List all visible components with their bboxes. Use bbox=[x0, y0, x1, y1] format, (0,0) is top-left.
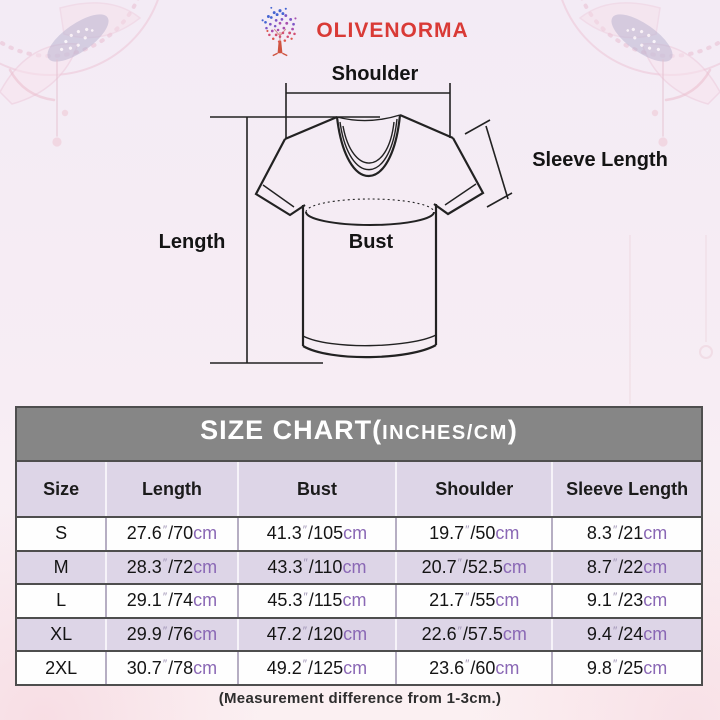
bust-value-cell: 47.2 ″ / 120 cm bbox=[239, 619, 398, 651]
shoulder-value-cell: 20.7 ″ / 52.5 cm bbox=[397, 552, 553, 584]
brand-name: OLIVENORMA bbox=[316, 19, 469, 42]
brand-header bbox=[0, 2, 720, 60]
column-header-length: Length bbox=[107, 462, 238, 516]
column-header-shoulder: Shoulder bbox=[397, 462, 553, 516]
size-chart-table bbox=[15, 406, 703, 686]
size-cell: XL bbox=[17, 619, 107, 651]
shoulder-value-cell: 23.6 ″ / 60 cm bbox=[397, 652, 553, 684]
table-row bbox=[17, 619, 701, 653]
column-header-bust: Bust bbox=[239, 462, 398, 516]
length-value-cell: 27.6 ″ / 70 cm bbox=[107, 518, 238, 550]
sleeve-length-value-cell: 8.3 ″ / 21 cm bbox=[586, 522, 668, 544]
length-value-cell: 28.3 ″ / 72 cm bbox=[107, 552, 238, 584]
table-header-row bbox=[17, 462, 701, 518]
title-main: SIZE CHART( bbox=[200, 415, 383, 445]
title-units: INCHES/CM bbox=[382, 422, 508, 444]
size-cell: 2XL bbox=[17, 652, 107, 684]
shoulder-value-cell: 19.7 ″ / 50 cm bbox=[397, 518, 553, 550]
sleeve-length-value-cell: 9.1 ″ / 23 cm bbox=[586, 589, 668, 611]
length-value-cell: 30.7 ″ / 78 cm bbox=[107, 652, 238, 684]
length-value-cell: 29.9 ″ / 76 cm bbox=[107, 619, 238, 651]
size-cell: L bbox=[17, 585, 107, 617]
table-row bbox=[17, 518, 701, 552]
title-close: ) bbox=[507, 415, 518, 445]
bust-value-cell: 43.3 ″ / 110 cm bbox=[239, 552, 398, 584]
bust-value-cell: 45.3 ″ / 115 cm bbox=[239, 585, 398, 617]
sleeve-length-value-cell: 9.8 ″ / 25 cm bbox=[586, 657, 668, 678]
shoulder-value-cell: 21.7 ″ / 55 cm bbox=[397, 585, 553, 617]
sleeve-length-label: Sleeve Length bbox=[532, 149, 668, 171]
bust-value-cell: 41.3 ″ / 105 cm bbox=[239, 518, 398, 550]
size-rows bbox=[17, 518, 701, 684]
size-cell: M bbox=[17, 552, 107, 584]
table-row bbox=[17, 652, 701, 684]
tree-logo-icon bbox=[251, 2, 309, 60]
shoulder-label: Shoulder bbox=[331, 63, 419, 85]
column-header-size: Size bbox=[17, 462, 107, 516]
size-chart-title bbox=[17, 408, 701, 462]
bust-label: Bust bbox=[348, 231, 394, 253]
size-cell: S bbox=[17, 518, 107, 550]
column-header-sleeve-length: Sleeve Length bbox=[566, 478, 689, 499]
length-value-cell: 29.1 ″ / 74 cm bbox=[107, 585, 238, 617]
sleeve-length-value-cell: 8.7 ″ / 22 cm bbox=[586, 556, 668, 577]
shoulder-value-cell: 22.6 ″ / 57.5 cm bbox=[397, 619, 553, 651]
sleeve-length-value-cell: 9.4 ″ / 24 cm bbox=[586, 623, 668, 645]
table-row bbox=[17, 585, 701, 619]
table-row bbox=[17, 552, 701, 586]
bust-value-cell: 49.2 ″ / 125 cm bbox=[239, 652, 398, 684]
length-label: Length bbox=[158, 231, 226, 253]
measurement-note: (Measurement difference from 1-3cm.) bbox=[218, 690, 502, 707]
